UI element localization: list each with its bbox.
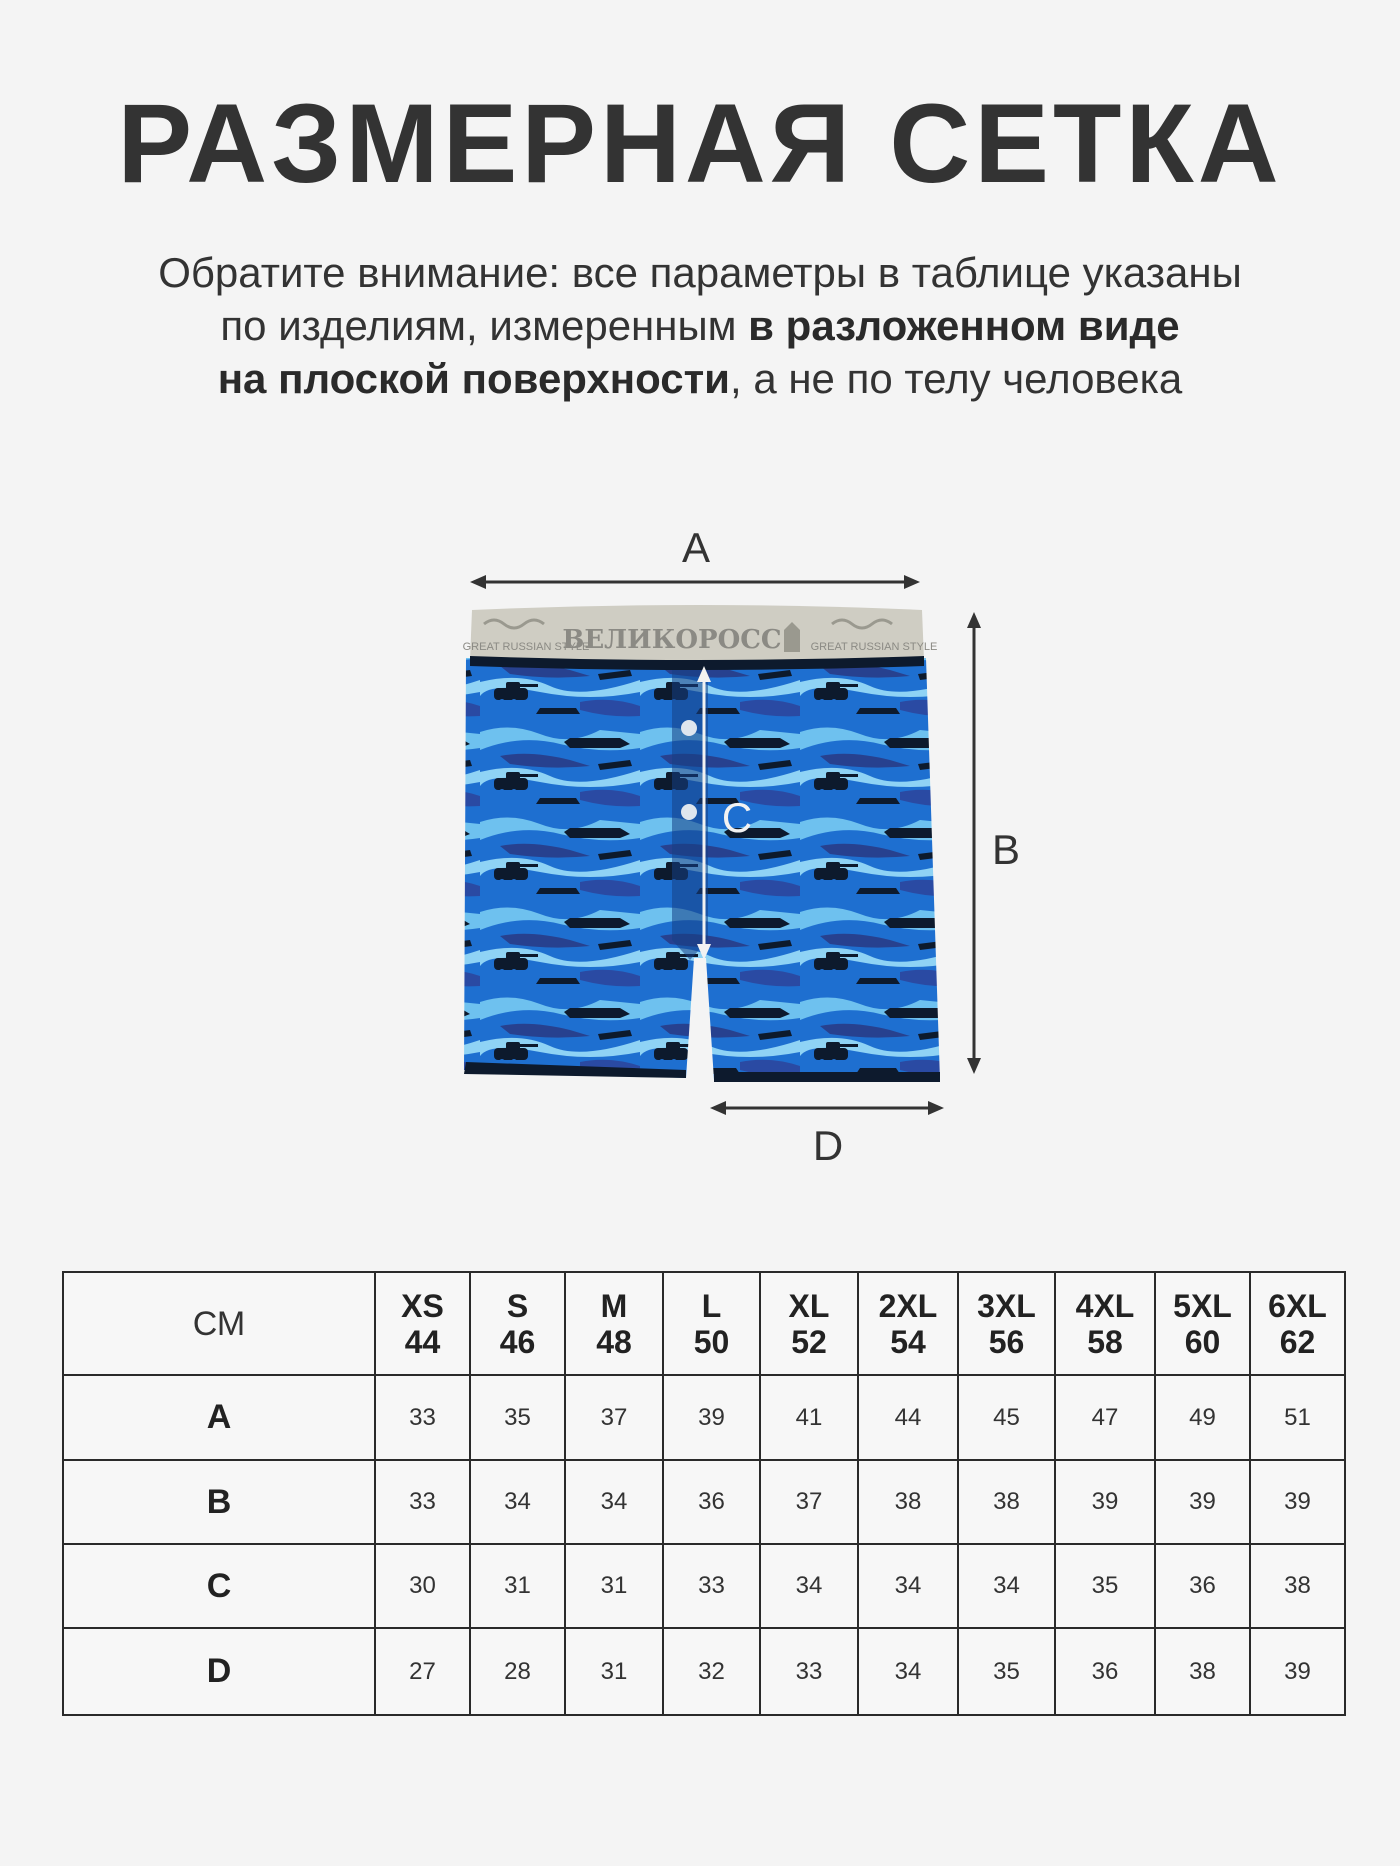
- table-cell: 38: [958, 1460, 1055, 1544]
- table-row: [63, 1544, 1345, 1628]
- dimension-d: [710, 1101, 944, 1115]
- page-title: РАЗМЕРНАЯ СЕТКА: [117, 81, 1283, 206]
- table-cell: 37: [565, 1375, 663, 1460]
- table-cell: 33: [760, 1628, 858, 1715]
- table-cell: 44: [858, 1375, 958, 1460]
- table-cell: 35: [470, 1375, 565, 1460]
- size-column-header: XL 52: [760, 1272, 858, 1375]
- table-cell: 27: [375, 1628, 470, 1715]
- table-cell: 35: [958, 1628, 1055, 1715]
- dimension-a: [470, 575, 920, 589]
- table-cell: 30: [375, 1544, 470, 1628]
- table-cell: 45: [958, 1375, 1055, 1460]
- table-cell: 28: [470, 1628, 565, 1715]
- size-column-header: 6XL 62: [1250, 1272, 1345, 1375]
- table-cell: 33: [663, 1544, 760, 1628]
- table-cell: 33: [375, 1375, 470, 1460]
- table-cell: 51: [1250, 1375, 1345, 1460]
- dimension-c-label: C: [721, 794, 753, 841]
- table-cell: 34: [565, 1460, 663, 1544]
- table-cell: 32: [663, 1628, 760, 1715]
- size-column-header: M 48: [565, 1272, 663, 1375]
- row-label: C: [63, 1544, 375, 1628]
- size-column-header: 5XL 60: [1155, 1272, 1250, 1375]
- size-column-header: 4XL 58: [1055, 1272, 1155, 1375]
- dimension-d-label: D: [812, 1122, 844, 1169]
- note-line-2-bold: в разложенном виде: [748, 302, 1180, 349]
- dimension-b-label: B: [991, 826, 1021, 873]
- table-row: [63, 1460, 1345, 1544]
- size-column-header: XS 44: [375, 1272, 470, 1375]
- table-cell: 38: [1250, 1544, 1345, 1628]
- table-cell: 39: [1250, 1460, 1345, 1544]
- table-row: [63, 1375, 1345, 1460]
- table-cell: 33: [375, 1460, 470, 1544]
- dimension-b: [967, 612, 981, 1074]
- table-cell: 37: [760, 1460, 858, 1544]
- waistband-tagline-right: GREAT RUSSIAN STYLE: [810, 641, 938, 653]
- size-column-header: 2XL 54: [858, 1272, 958, 1375]
- size-column-header: 3XL 56: [958, 1272, 1055, 1375]
- unit-label: СМ: [63, 1272, 375, 1375]
- table-cell: 31: [565, 1628, 663, 1715]
- table-cell: 39: [1155, 1460, 1250, 1544]
- table-row: [63, 1628, 1345, 1715]
- note-line-3-normal: , а не по телу человека: [729, 355, 1183, 402]
- waistband-tagline-left: GREAT RUSSIAN STYLE: [462, 641, 590, 653]
- button-icon: [681, 804, 697, 820]
- note-line-3-bold: на плоской поверхности: [217, 355, 730, 402]
- table-cell: 34: [958, 1544, 1055, 1628]
- table-cell: 36: [663, 1460, 760, 1544]
- table-cell: 34: [858, 1628, 958, 1715]
- waistband-brand: ВЕЛИКОРОСС: [562, 625, 782, 655]
- table-cell: 34: [470, 1460, 565, 1544]
- row-label: D: [63, 1628, 375, 1715]
- button-icon: [681, 720, 697, 736]
- waistband: [463, 605, 938, 670]
- table-cell: 35: [1055, 1544, 1155, 1628]
- table-cell: 39: [1055, 1460, 1155, 1544]
- note-line-2-normal: по изделиям, измеренным: [220, 302, 749, 349]
- table-cell: 38: [858, 1460, 958, 1544]
- note-line-1: Обратите внимание: все параметры в таблице указаны: [158, 249, 1242, 296]
- table-cell: 39: [1250, 1628, 1345, 1715]
- table-cell: 36: [1155, 1544, 1250, 1628]
- size-column-header: S 46: [470, 1272, 565, 1375]
- size-chart-table: [62, 1271, 1346, 1716]
- table-header-row: [63, 1272, 1345, 1375]
- table-cell: 39: [663, 1375, 760, 1460]
- dimension-a-label: A: [681, 524, 711, 571]
- table-cell: 47: [1055, 1375, 1155, 1460]
- table-cell: 34: [760, 1544, 858, 1628]
- row-label: B: [63, 1460, 375, 1544]
- table-cell: 31: [565, 1544, 663, 1628]
- table-cell: 41: [760, 1375, 858, 1460]
- table-cell: 34: [858, 1544, 958, 1628]
- table-cell: 36: [1055, 1628, 1155, 1715]
- table-cell: 49: [1155, 1375, 1250, 1460]
- row-label: A: [63, 1375, 375, 1460]
- table-cell: 31: [470, 1544, 565, 1628]
- table-cell: 38: [1155, 1628, 1250, 1715]
- size-column-header: L 50: [663, 1272, 760, 1375]
